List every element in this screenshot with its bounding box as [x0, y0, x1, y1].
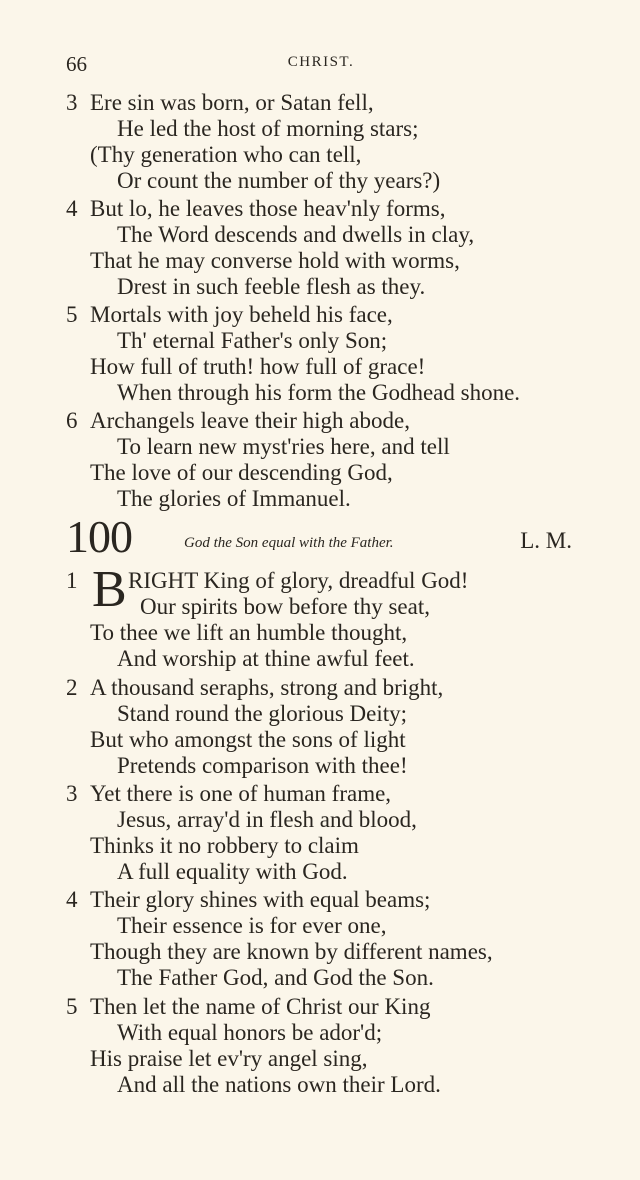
hymn-subtitle: God the Son equal with the Father. [184, 535, 394, 551]
verse-line: Ere sin was born, or Satan fell, [90, 90, 374, 115]
verse-line: RIGHT King of glory, dreadful God! [128, 568, 469, 593]
verse-number: 4 [66, 887, 78, 912]
page-header [66, 52, 576, 78]
verse-line: Archangels leave their high abode, [90, 408, 410, 433]
hymn-meter: L. M. [520, 528, 572, 553]
verse-line: Drest in such feeble flesh as they. [117, 274, 426, 299]
verse-line: But lo, he leaves those heav'nly forms, [90, 196, 446, 221]
verse-line: And all the nations own their Lord. [117, 1072, 441, 1097]
drop-cap: B [92, 561, 127, 618]
verse-line: Jesus, array'd in flesh and blood, [117, 807, 417, 832]
verse-line: The glories of Immanuel. [117, 486, 351, 511]
hymn-heading [66, 512, 576, 562]
verse-line: That he may converse hold with worms, [90, 248, 460, 273]
verse-line: The Word descends and dwells in clay, [117, 222, 475, 247]
verse-line: Our spirits bow before thy seat, [140, 594, 430, 619]
verse-line: Their essence is for ever one, [117, 913, 387, 938]
verse-line: Then let the name of Christ our King [90, 994, 431, 1019]
verse-number: 6 [66, 408, 78, 433]
verse-line: A thousand seraphs, strong and bright, [90, 675, 444, 700]
verse-line: And worship at thine awful feet. [117, 646, 415, 671]
verse-line: Though they are known by different names, [90, 939, 493, 964]
verse-line: He led the host of morning stars; [117, 116, 419, 141]
verse-line: How full of truth! how full of grace! [90, 354, 426, 379]
verse-line: Mortals with joy beheld his face, [90, 302, 393, 327]
running-title: CHRIST. [287, 54, 355, 70]
verse-line: Yet there is one of human frame, [90, 781, 392, 806]
verse-line: Stand round the glorious Deity; [117, 701, 408, 726]
verse-number: 4 [66, 196, 78, 221]
verse-line: Pretends comparison with thee! [117, 753, 408, 778]
page-number: 66 [66, 52, 87, 76]
verse-number: 1 [66, 568, 78, 593]
verse-number: 2 [66, 675, 78, 700]
hymn-number: 100 [66, 511, 132, 562]
verse-number: 3 [66, 90, 78, 115]
verse-line: To thee we lift an humble thought, [90, 620, 408, 645]
verse-line: The love of our descending God, [90, 460, 393, 485]
verse-line: His praise let ev'ry angel sing, [90, 1046, 368, 1071]
verse-line: To learn new myst'ries here, and tell [117, 434, 450, 459]
verse-number: 5 [66, 994, 78, 1019]
verse-line: The Father God, and God the Son. [117, 965, 434, 990]
verse-line: (Thy generation who can tell, [90, 142, 362, 167]
verse-line: When through his form the Godhead shone. [117, 380, 521, 405]
verse-line: A full equality with God. [117, 859, 348, 884]
verse-line: Thinks it no robbery to claim [90, 833, 359, 858]
verse-line: But who amongst the sons of light [90, 727, 406, 752]
verse-line: Their glory shines with equal beams; [90, 887, 431, 912]
verse-line: Th' eternal Father's only Son; [117, 328, 388, 353]
verse-number: 3 [66, 781, 78, 806]
verse-number: 5 [66, 302, 78, 327]
verse-line: With equal honors be ador'd; [117, 1020, 383, 1045]
verse-line: Or count the number of thy years?) [117, 168, 441, 193]
